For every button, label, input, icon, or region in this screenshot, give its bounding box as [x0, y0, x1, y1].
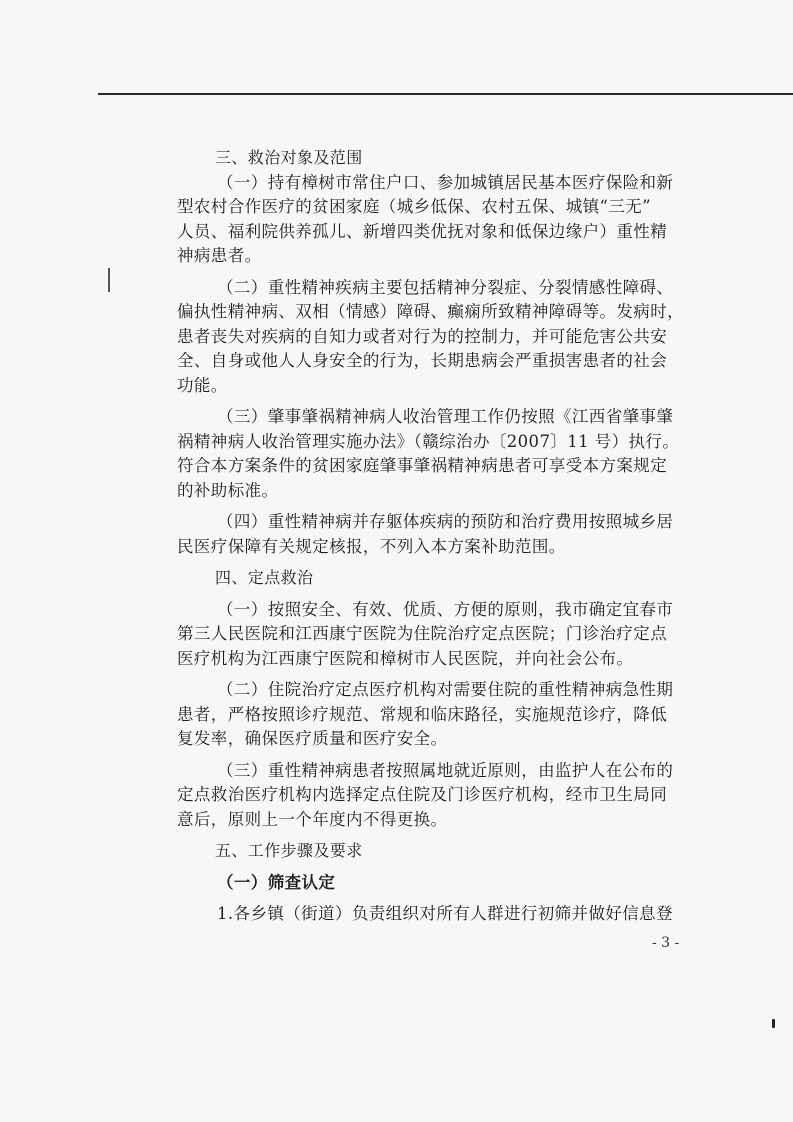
- paragraph-line: 型农村合作医疗的贫困家庭（城乡低保、农村五保、城镇“三无”: [177, 197, 651, 216]
- scan-mark: [772, 1019, 775, 1028]
- paragraph-line: （三）肇事肇祸精神病人收治管理工作仍按照《江西省肇事肇: [217, 407, 674, 426]
- paragraph-line: 全、自身或他人人身安全的行为，长期患病会严重损害患者的社会: [177, 351, 668, 370]
- paragraph-line: 定点救治医疗机构内选择定点住院及门诊医疗机构，经市卫生局同: [177, 785, 668, 804]
- paragraph-line: 复发率，确保医疗质量和医疗安全。: [177, 729, 448, 748]
- paragraph-line: （四）重性精神病并存躯体疾病的预防和治疗费用按照城乡居: [217, 512, 674, 531]
- paragraph-line: 医疗机构为江西康宁医院和樟树市人民医院，并向社会公布。: [177, 648, 634, 668]
- paragraph-line: 祸精神病人收治管理实施办法》（赣综治办〔2007〕11 号）执行。: [177, 431, 680, 451]
- paragraph-line: 民医疗保障有关规定核报，不列入本方案补助范围。: [177, 536, 566, 556]
- paragraph-line: 人员、福利院供养孤儿、新增四类优抚对象和低保边缘户）重性精: [177, 221, 668, 241]
- paragraph-line: （一）持有樟树市常住户口、参加城镇居民基本医疗保险和新: [217, 172, 674, 192]
- subsection-heading: （一）筛查认定: [217, 872, 336, 892]
- section-heading: 四、定点救治: [215, 568, 314, 587]
- paragraph-line: 患者丧失对疾病的自知力或者对行为的控制力，并可能危害公共安: [177, 326, 668, 346]
- paragraph-line: （二）重性精神疾病主要包括精神分裂症、分裂情感性障碍、: [217, 277, 674, 297]
- paragraph-line: 偏执性精神病、双相（情感）障碍、癫痫所致精神障碍等。发病时，: [177, 302, 684, 321]
- paragraph-line: （一）按照安全、有效、优质、方便的原则，我市确定宜春市: [217, 599, 674, 619]
- paragraph-line: 患者，严格按照诊疗规范、常规和临床路径，实施规范诊疗，降低: [177, 704, 668, 724]
- paragraph-line: 意后，原则上一个年度内不得更换。: [177, 809, 448, 829]
- paragraph-line: 神病患者。: [177, 246, 262, 265]
- header-rule: [98, 93, 793, 95]
- page-number: - 3 -: [652, 935, 680, 951]
- paragraph-line: （二）住院治疗定点医疗机构对需要住院的重性精神病急性期: [217, 680, 674, 699]
- paragraph-line: 的补助标准。: [177, 480, 279, 500]
- paragraph-line: （三）重性精神病患者按照属地就近原则，由监护人在公布的: [217, 760, 674, 780]
- paragraph-line: 第三人民医院和江西康宁医院为住院治疗定点医院；门诊治疗定点: [177, 624, 668, 643]
- section-heading: 五、工作步骤及要求: [215, 841, 363, 860]
- paragraph-line: 符合本方案条件的贫困家庭肇事肇祸精神病患者可享受本方案规定: [177, 456, 668, 475]
- paragraph-line: 功能。: [177, 375, 228, 395]
- scan-mark: [108, 268, 110, 292]
- paragraph-line: 1.各乡镇（街道）负责组织对所有人群进行初筛并做好信息登: [217, 904, 673, 923]
- document-body: [177, 146, 697, 927]
- section-heading: 三、救治对象及范围: [215, 148, 363, 167]
